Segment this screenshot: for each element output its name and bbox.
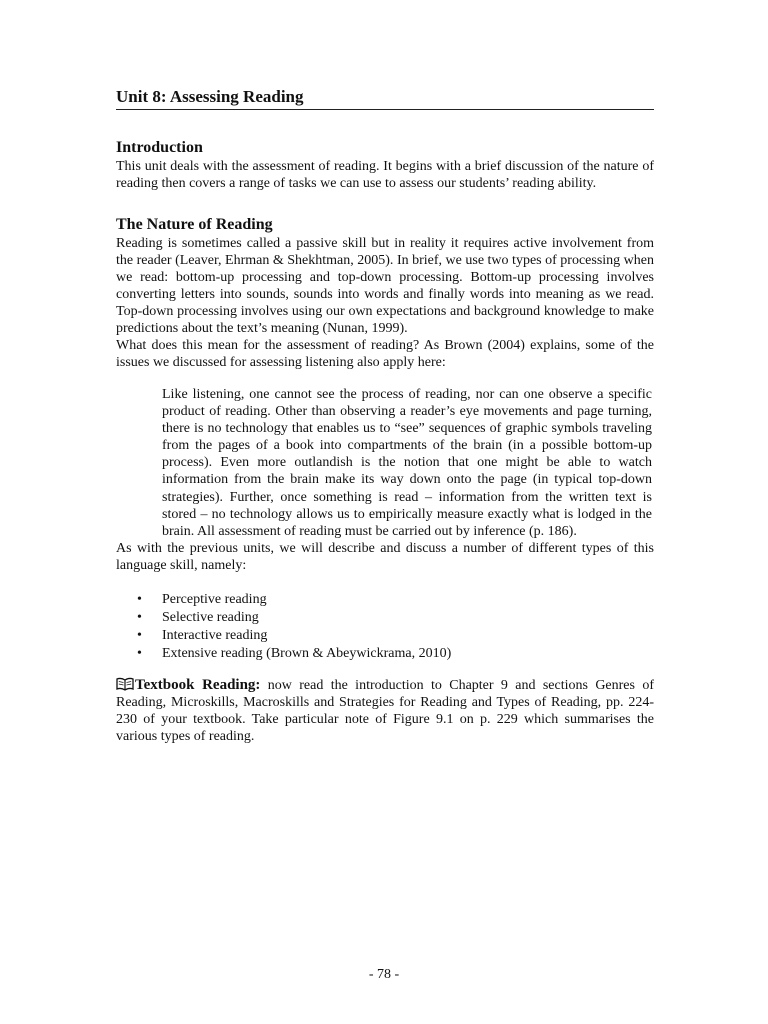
list-item-label: Interactive reading [162,627,268,643]
open-book-icon [116,677,134,691]
textbook-reading-text: now read the introduction to Chapter 9 and sections Genres of Reading, Microskills, Macroskills and Strategies for Reading and Types of Reading, pp. 224-230 of your textbook. Take particular note of Figure 9.1 on p. 229 which summarises the various types of reading. [116,677,654,744]
list-item-label: Selective reading [162,609,259,625]
introduction-paragraph: This unit deals with the assessment of reading. It begins with a brief discussion of the nature of reading then covers a range of tasks we can use to assess our students’ reading ability. [116,159,654,191]
page-number: - 78 - [368,967,400,982]
reading-types-list [116,591,654,663]
list-item [137,645,654,663]
list-item [137,591,654,609]
list-item-label: Extensive reading (Brown & Abeywickrama, 2010) [162,645,452,661]
textbook-reading-label: Textbook Reading: [135,676,261,693]
previous-units-paragraph: As with the previous units, we will describe and discuss a number of different types of this language skill, namely: [116,540,654,573]
bullet: • [137,645,142,661]
list-item [137,627,654,645]
textbook-reading-paragraph [116,677,654,745]
list-item-label: Perceptive reading [162,591,267,607]
brown-paragraph: What does this mean for the assessment of reading? As Brown (2004) explains, some of the issues we discussed for assessing listening also apply here: [116,338,654,370]
bullet: • [137,627,142,643]
nature-of-reading-paragraph: Reading is sometimes called a passive skill but in reality it requires active involvement from the reader (Leaver, Ehrman & Shekhtman, 2005). In brief, we use two types of processing when we read: bottom-up processing and top-down processing. Bottom-up processing involves converting letters into sounds, sounds into words and finally words into meaning as we read. Top-down processing involves using our own expectations and background knowledge to make predictions about the text’s meaning (Nunan, 1999). [116,236,654,336]
unit-title: Unit 8: Assessing Reading [116,86,654,110]
nature-of-reading-heading: The Nature of Reading [116,216,273,233]
brown-block-quote: Like listening, one cannot see the process of reading, nor can one observe a specific product of reading. Other than observing a reader’s eye movements and page turning, there is no technology that enables us to “see” sequences of graphic symbols traveling from the pages of a book into compartments of the brain (in a possible bottom-up process). Even more outlandish is the notion that one might be able to watch information from the brain make its way down onto the page (in typical top-down strategies). Further, once something is read – information from the written text is stored – no technology allows us to empirically measure exactly what is lodged in the brain. All assessment of reading must be carried out by inference (p. 186). [162,387,652,539]
list-item [137,609,654,627]
introduction-heading: Introduction [116,139,203,156]
bullet: • [137,591,142,607]
document-page [116,86,654,759]
bullet: • [137,609,142,625]
